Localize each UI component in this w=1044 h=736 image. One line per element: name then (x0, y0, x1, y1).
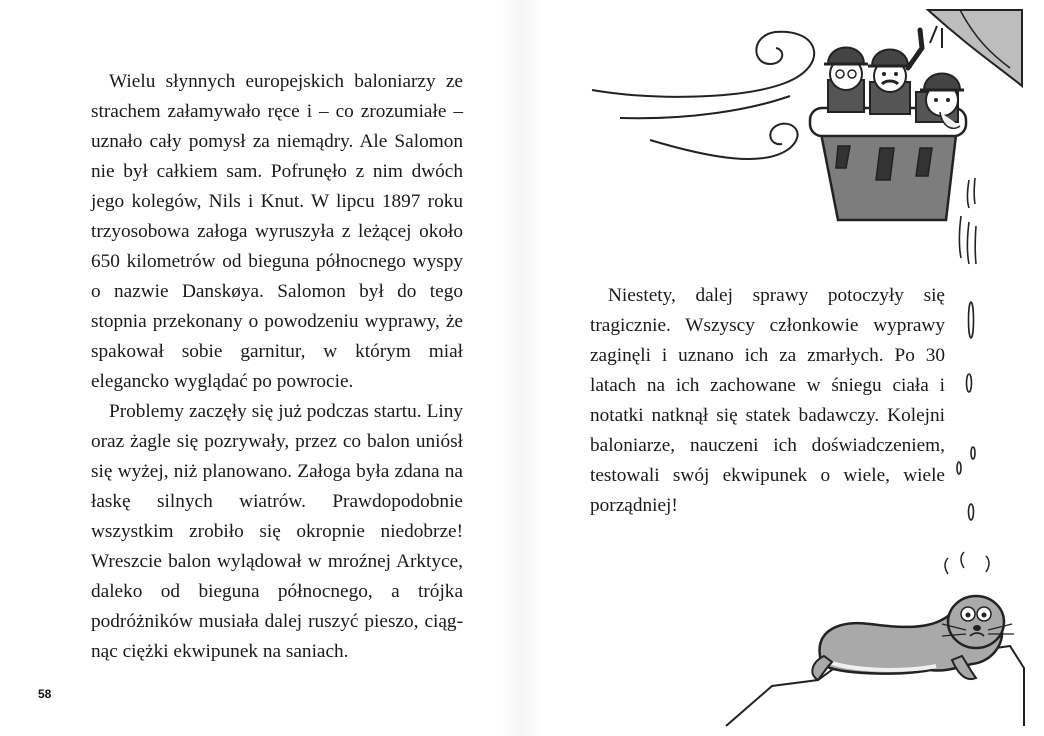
drop-icon (969, 504, 974, 520)
drop-icon (975, 226, 976, 264)
seal-on-ice-illustration (720, 550, 1040, 730)
left-page-text (91, 67, 463, 667)
drop-icon (968, 180, 970, 208)
drop-icon (960, 216, 962, 258)
drop-icon (957, 462, 961, 474)
drop-icon (974, 178, 975, 204)
paragraph: Problemy zaczęły się już podczas startu. Liny oraz żagle się pozrywały, przez co balon uniósł się wyżej, niż planowano. Załoga była zdana na łaskę silnych wiatrów. Prawdopodobnie wszystkim zrobiło się okropnie niedobrze! Wreszcie balon wylądował w mroźnej Arktyce, daleko od bieguna północnego, a trójka podróżników musiała dalej ruszyć pieszo, ciągnąc ciężki ekwipunek na saniach. (91, 401, 463, 662)
explorer-figure (824, 48, 868, 113)
book-gutter (500, 0, 544, 736)
sweat-drop-icon (961, 552, 964, 568)
explorer-figure (916, 74, 964, 129)
sweat-drop-icon (945, 558, 948, 574)
drop-icon (969, 302, 974, 338)
drop-icon (968, 222, 970, 264)
paragraph: Wielu słynnych europejskich baloniarzy ze strachem załamywało ręce i – co zrozumiałe – uznało cały pomysł za niemądry. Ale Salomon nie był całkiem sam. Pofrunęło z nim dwóch jego kolegów, Nils i Knut. W lipcu 1897 roku trzyosobowa załoga wyruszyła z leżącej około 650 kilometrów od bieguna północnego wyspy o nazwie Danskøya. Salomon był do tego stopnia przekonany o powodzeniu wyprawy, że spakował sobie garnitur, w którym miał elegancko wyglądać po powrocie. (91, 71, 463, 392)
explorer-figure (868, 30, 922, 114)
wind-swirl-icon (592, 32, 814, 97)
right-page-text (590, 281, 945, 521)
seal-head (948, 596, 1004, 648)
paragraph: Niestety, dalej sprawy potoczyły się tragicznie. Wszyscy członkowie wyprawy zaginęli i uznano ich za zmarłych. Po 30 latach na ich zachowane w śniegu ciała i notatki natknął się statek badawczy. Kolejni baloniarze, nauczeni ich doświadczeniem, testowali swój ekwipunek o wiele, wiele porządniej! (590, 285, 945, 516)
falling-drops-illustration (955, 178, 985, 523)
wind-swirl-icon (650, 124, 798, 159)
drop-icon (971, 447, 975, 459)
sweat-drop-icon (986, 556, 989, 572)
drop-icon (967, 374, 972, 392)
page-number: 58 (38, 687, 52, 701)
wind-swirl-icon (620, 96, 790, 118)
